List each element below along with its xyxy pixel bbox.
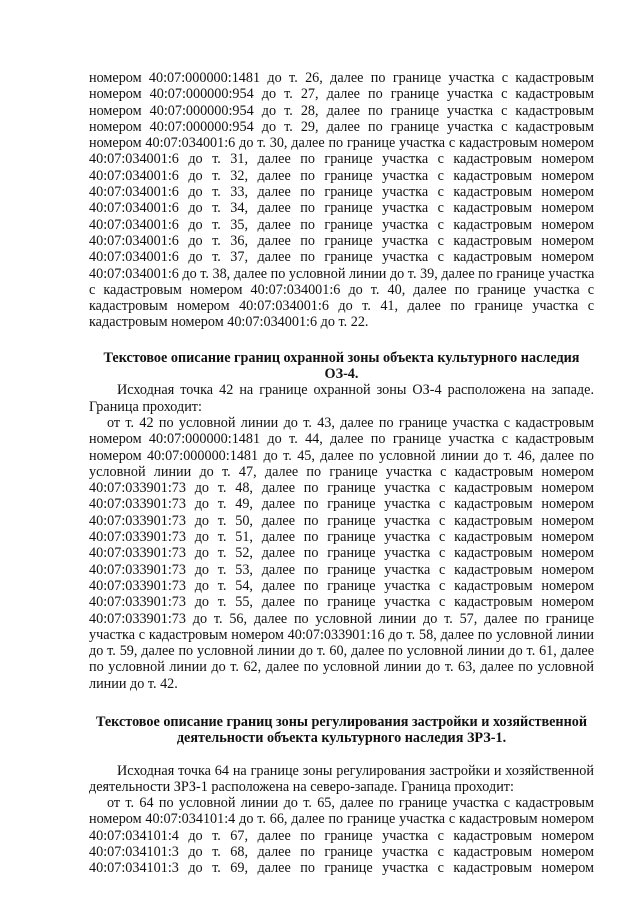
- text-line: линии до т. 42.: [89, 675, 178, 692]
- heading-line: ОЗ-4.: [324, 366, 359, 383]
- text-line: 40:07:033901:73 до т. 50, далее по границе участка с кадастровым номером: [89, 512, 594, 529]
- paragraph-zrz1-intro: [89, 763, 594, 796]
- text-line: номером 40:07:000000:1481 до т. 45, далее по условной линии до т. 46, далее по: [89, 447, 594, 464]
- text-line: 40:07:034001:6 до т. 32, далее по границе участка с кадастровым номером: [89, 167, 594, 184]
- paragraph-oz4-intro: [89, 382, 594, 415]
- text-line: номером 40:07:000000:954 до т. 29, далее по границе участка с кадастровым: [89, 118, 594, 135]
- text-line: 40:07:034001:6 до т. 34, далее по границе участка с кадастровым номером: [89, 200, 594, 217]
- text-line: Граница проходит:: [89, 398, 202, 415]
- text-line: 40:07:034001:6 до т. 31, далее по границе участка с кадастровым номером: [89, 151, 594, 168]
- text-line: 40:07:033901:73 до т. 49, далее по границе участка с кадастровым номером: [89, 496, 594, 513]
- text-line: 40:07:034101:3 до т. 68, далее по границе участка с кадастровым номером: [89, 844, 594, 861]
- text-line: от т. 42 по условной линии до т. 43, далее по границе участка с кадастровым: [107, 414, 594, 431]
- text-line: 40:07:034001:6 до т. 38, далее по условной линии до т. 39, далее по границе участка: [89, 265, 595, 282]
- text-line: кадастровым номером 40:07:034001:6 до т. 22.: [89, 314, 369, 331]
- text-line: 40:07:033901:73 до т. 54, далее по границе участка с кадастровым номером: [89, 577, 594, 594]
- text-line: 40:07:034001:6 до т. 36, далее по границе участка с кадастровым номером: [89, 232, 594, 249]
- text-line: номером 40:07:000000:954 до т. 28, далее по границе участка с кадастровым: [89, 102, 594, 119]
- text-line: 40:07:034101:3 до т. 69, далее по границе участка с кадастровым номером: [89, 860, 594, 877]
- text-line: по условной линии до т. 62, далее по условной линии до т. 63, далее по условной: [89, 659, 594, 676]
- heading-line: Текстовое описание границ охранной зоны объекта культурного наследия: [103, 349, 580, 366]
- text-line: условной линии до т. 47, далее по границе участка с кадастровым номером: [89, 463, 594, 480]
- section-heading-zrz1: [89, 714, 594, 747]
- spacer: [89, 331, 594, 350]
- text-line: Исходная точка 42 на границе охранной зоны ОЗ-4 расположена на западе.: [117, 382, 594, 399]
- text-line: 40:07:034001:6 до т. 33, далее по границе участка с кадастровым номером: [89, 184, 594, 201]
- spacer: [89, 747, 594, 763]
- text-line: 40:07:034001:6 до т. 37, далее по границе участка с кадастровым номером: [89, 249, 594, 266]
- text-line: 40:07:033901:73 до т. 48, далее по границе участка с кадастровым номером: [89, 480, 594, 497]
- spacer: [89, 692, 594, 714]
- text-line: номером 40:07:000000:1481 до т. 26, далее по границе участка с кадастровым: [89, 70, 594, 86]
- paragraph-oz4-boundary: [89, 415, 594, 692]
- text-line: 40:07:033901:73 до т. 56, далее по условной линии до т. 57, далее по границе: [89, 610, 594, 627]
- text-line: 40:07:034001:6 до т. 35, далее по границе участка с кадастровым номером: [89, 216, 594, 233]
- text-line: до т. 59, далее по условной линии до т. 60, далее по условной линии до т. 61, далее: [89, 643, 594, 660]
- text-line: номером 40:07:034101:4 до т. 66, далее по границе участка с кадастровым номером: [89, 811, 594, 828]
- text-line: 40:07:033901:73 до т. 55, далее по границе участка с кадастровым номером: [89, 594, 594, 611]
- heading-line: деятельности объекта культурного наследия ЗРЗ-1.: [176, 730, 507, 747]
- paragraph-zrz1-boundary: [89, 795, 594, 876]
- text-line: деятельности ЗРЗ-1 расположена на северо-западе. Граница проходит:: [89, 778, 514, 795]
- text-line: кадастровым номером 40:07:034001:6 до т. 41, далее по границе участка с: [89, 298, 594, 315]
- text-line: номером 40:07:000000:954 до т. 27, далее по границе участка с кадастровым: [89, 86, 594, 103]
- text-line: от т. 64 по условной линии до т. 65, далее по границе участка с кадастровым: [107, 795, 594, 812]
- text-line: Исходная точка 64 на границе зоны регулирования застройки и хозяйственной: [117, 762, 594, 779]
- text-line: 40:07:033901:73 до т. 52, далее по границе участка с кадастровым номером: [89, 545, 594, 562]
- text-line: 40:07:034101:4 до т. 67, далее по границе участка с кадастровым номером: [89, 827, 594, 844]
- heading-line: Текстовое описание границ зоны регулирования застройки и хозяйственной: [95, 713, 588, 730]
- text-line: номером 40:07:000000:1481 до т. 44, далее по границе участка с кадастровым: [89, 431, 594, 448]
- text-line: с кадастровым номером 40:07:034001:6 до т. 40, далее по границе участка с: [89, 281, 594, 298]
- section-heading-oz4: [89, 350, 594, 383]
- text-line: номером 40:07:034001:6 до т. 30, далее по границе участка с кадастровым номером: [89, 135, 594, 152]
- text-line: 40:07:033901:73 до т. 51, далее по границе участка с кадастровым номером: [89, 529, 594, 546]
- document-page: [89, 70, 594, 877]
- text-line: участка с кадастровым номером 40:07:033901:16 до т. 58, далее по условной линии: [89, 626, 594, 643]
- text-line: 40:07:033901:73 до т. 53, далее по границе участка с кадастровым номером: [89, 561, 594, 578]
- paragraph-boundary-continuation: [89, 70, 594, 331]
